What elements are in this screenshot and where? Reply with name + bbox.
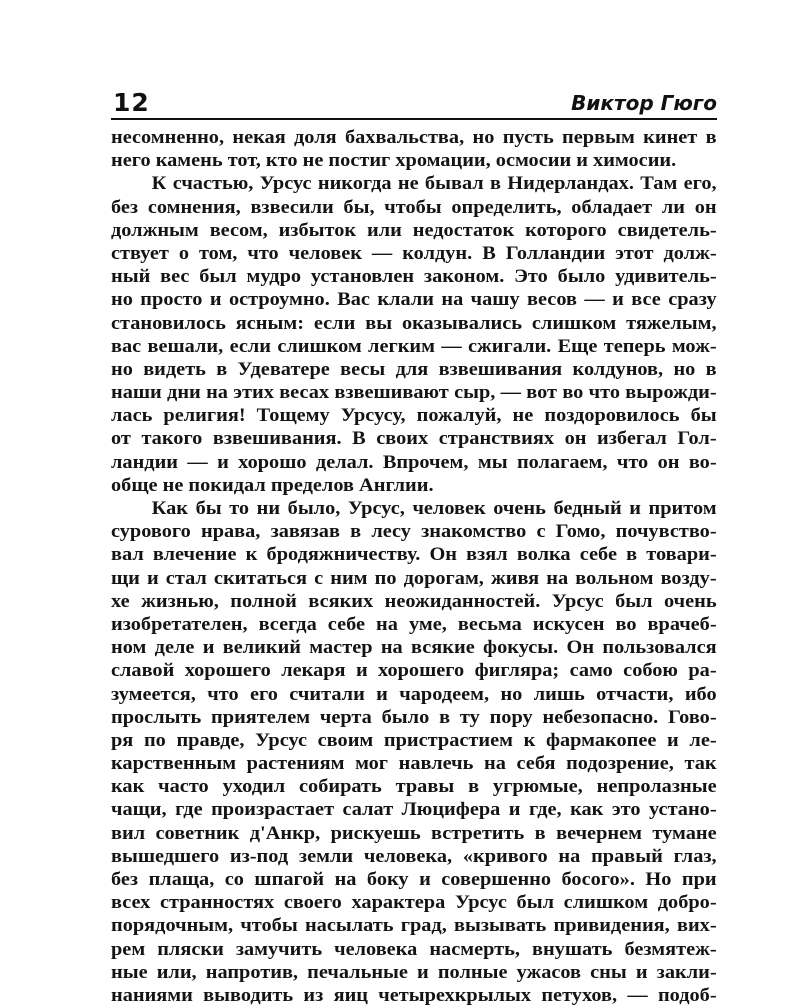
text-line: прослыть приятелем черта было в ту пору небезопасно. Гово- <box>111 706 717 728</box>
text-line: рем пляски замучить человека насмерть, внушать безмятеж- <box>111 938 717 960</box>
text-line: порядочным, чтобы насылать град, вызывать привидения, вих- <box>111 915 717 937</box>
text-line: Как бы то ни было, Урсус, человек очень бедный и притом <box>151 498 717 519</box>
text-line: хе жизнью, полной всяких неожиданностей. Урсус был очень <box>111 590 717 612</box>
text-line: но просто и остроумно. Вас клали на чашу весов — и все сразу <box>111 289 717 311</box>
text-line: ря по правде, Урсус своим пристрастием к фармакопее и ле- <box>111 729 717 751</box>
paragraph <box>111 497 717 1007</box>
text-line: всех странностях своего характера Урсус был слишком добро- <box>111 892 717 914</box>
running-header <box>111 88 717 120</box>
text-line: вил советник д'Анкр, рискуешь встретить в вечернем тумане <box>111 822 717 844</box>
text-line: карственным растениям мог навлечь на себя подозрение, так <box>111 753 717 775</box>
text-line: славой хорошего лекаря и хорошего фигляра; само собою ра- <box>111 660 717 682</box>
text-line: сурового нрава, завязав в лесу знакомство с Гомо, почувство- <box>111 521 717 543</box>
text-line: без плаща, со шпагой на боку и совершенно босого». Но при <box>111 869 717 890</box>
text-line: вышедшего из-под земли человека, «кривого на правый глаз, <box>111 845 717 867</box>
text-line: наниями выводить из яиц четырехкрылых петухов, — подоб- <box>111 984 717 1006</box>
text-line: вас вешали, если слишком легким — сжигали. Еще теперь мож- <box>111 335 717 357</box>
text-line: чащи, где произрастает салат Люцифера и где, как это устано- <box>111 799 717 821</box>
text-line: от такого взвешивания. В своих странствиях он избегал Гол- <box>111 428 717 450</box>
text-line: обще не покидал пределов Англии. <box>111 474 434 496</box>
text-line: ландии — и хорошо делал. Впрочем, мы полагаем, что он во- <box>111 451 717 473</box>
text-line: ный вес был мудро установлен законом. Это было удивитель- <box>111 266 717 288</box>
text-line: наши дни на этих весах взвешивают сыр, — вот во что вырожди- <box>111 382 717 404</box>
text-line: должным весом, избыток или недостаток которого свидетель- <box>111 219 717 241</box>
text-line: вал влечение к бродяжничеству. Он взял волка себе в товари- <box>111 544 717 566</box>
text-line: ные или, напротив, печальные и полные ужасов сны и закли- <box>111 961 717 983</box>
text-line: но видеть в Удеватере весы для взвешивания колдунов, но в <box>111 358 717 380</box>
text-line: лась религия! Тощему Урсусу, пожалуй, не поздоровилось бы <box>111 405 717 427</box>
text-line: К счастью, Урсус никогда не бывал в Нидерландах. Там его, <box>151 173 717 195</box>
text-line: несомненно, некая доля бахвальства, но пусть первым кинет в <box>111 127 717 148</box>
page-number: 12 <box>113 88 150 117</box>
text-line: ном деле и великий мастер на всякие фокусы. Он пользовался <box>111 637 717 659</box>
text-line: ствует о том, что человек — колдун. В Голландии этот долж- <box>111 242 717 264</box>
text-line: без сомнения, взвесили бы, чтобы определить, обладает ли он <box>111 196 717 218</box>
text-line: изобретателен, всегда себе на уме, весьма искусен во врачеб- <box>111 613 717 635</box>
running-head-author: Виктор Гюго <box>571 91 717 115</box>
text-line: как часто уходил собирать травы в угрюмые, непролазные <box>111 776 717 798</box>
book-page <box>111 88 717 1007</box>
text-line: щи и стал скитаться с ним по дорогам, живя на вольном возду- <box>111 567 717 589</box>
text-line: зумеется, что его считали и чародеем, но лишь отчасти, ибо <box>111 683 717 705</box>
text-line: становилось ясным: если вы оказывались слишком тяжелым, <box>111 312 717 334</box>
paragraph <box>111 126 717 172</box>
body-text <box>111 126 717 1007</box>
paragraph <box>111 172 717 497</box>
text-line: него камень тот, кто не постиг хромации, осмосии и химосии. <box>111 150 677 172</box>
